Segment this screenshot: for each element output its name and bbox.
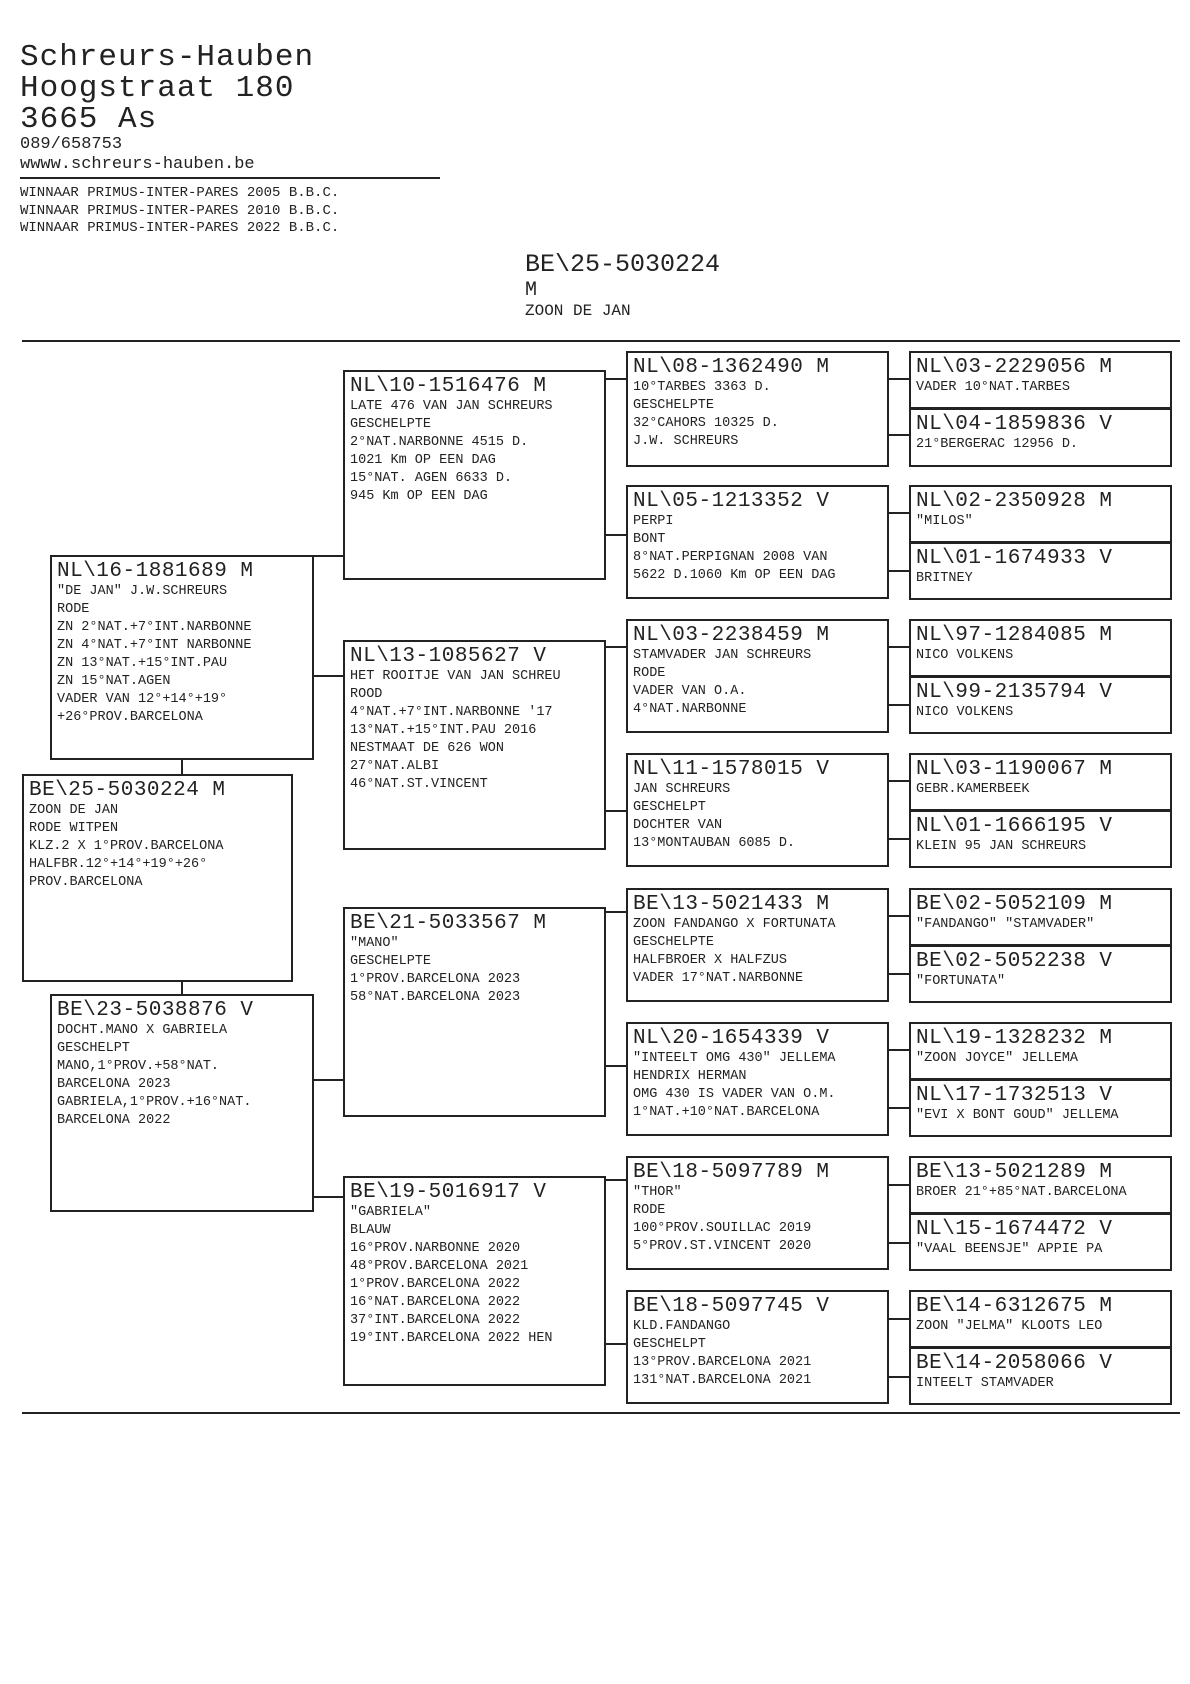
info-line: "DE JAN" J.W.SCHREURS (57, 584, 228, 599)
info-line: VADER VAN O.A. (633, 684, 747, 699)
info-line: GEBR.KAMERBEEK (916, 782, 1030, 797)
pedigree-card-ds (343, 907, 606, 1117)
info-line: "GABRIELA" (350, 1205, 432, 1220)
info-line: BARCELONA 2023 (57, 1077, 171, 1092)
breeder-name: Schreurs-Hauben (20, 40, 315, 75)
pedigree-card-g4-11 (909, 1079, 1172, 1137)
breeder-phone: 089/658753 (20, 135, 123, 154)
info-line: J.W. SCHREURS (633, 434, 739, 449)
connector (604, 1343, 626, 1345)
info-line: 4°NAT.+7°INT.NARBONNE '17 (350, 705, 553, 720)
ring-number: NL\02-2350928 M (916, 490, 1113, 513)
top-rule (22, 340, 1180, 342)
subject-heading (525, 250, 720, 320)
breeder-street: Hoogstraat 180 (20, 71, 295, 106)
info-line: 8°NAT.PERPIGNAN 2008 VAN (633, 550, 828, 565)
info-line: GESCHELPT (57, 1041, 130, 1056)
info-line: ZOON FANDANGO X FORTUNATA (633, 917, 836, 932)
connector (887, 1318, 909, 1320)
pedigree-card-g3-3 (626, 753, 889, 867)
ring-number: BE\14-2058066 V (916, 1352, 1113, 1375)
bottom-rule (22, 1412, 1180, 1414)
info-line: 10°TARBES 3363 D. (633, 380, 771, 395)
info-line: 5°PROV.ST.VINCENT 2020 (633, 1239, 812, 1254)
ring-number: BE\02-5052238 V (916, 950, 1113, 973)
connector (887, 512, 909, 514)
pedigree-card-g4-3 (909, 542, 1172, 600)
info-line: ZN 4°NAT.+7°INT NARBONNE (57, 638, 252, 653)
info-line: ZN 2°NAT.+7°INT.NARBONNE (57, 620, 252, 635)
connector (604, 911, 626, 913)
ring-number: BE\21-5033567 M (350, 912, 547, 935)
connector (312, 1196, 343, 1198)
ring-number: BE\18-5097745 V (633, 1295, 830, 1318)
info-line: GESCHELPTE (350, 417, 432, 432)
info-line: NICO VOLKENS (916, 648, 1014, 663)
pedigree-card-dam (50, 994, 314, 1212)
connector (887, 1242, 909, 1244)
connector (604, 1065, 626, 1067)
connector (604, 1179, 626, 1181)
info-line: LATE 476 VAN JAN SCHREURS (350, 399, 553, 414)
info-line: ZOON DE JAN (29, 803, 119, 818)
info-line: KLEIN 95 JAN SCHREURS (916, 839, 1087, 854)
info-line: HALFBROER X HALFZUS (633, 953, 787, 968)
connector (312, 555, 343, 557)
info-line: "MILOS" (916, 514, 973, 529)
connector (887, 434, 909, 436)
info-line: KLZ.2 X 1°PROV.BARCELONA (29, 839, 224, 854)
info-line: DOCHT.MANO X GABRIELA (57, 1023, 228, 1038)
ring-number: NL\04-1859836 V (916, 413, 1113, 436)
pedigree-card-g3-1 (626, 485, 889, 599)
info-line: RODE (633, 666, 666, 681)
ring-number: BE\14-6312675 M (916, 1295, 1113, 1318)
info-line: "VAAL BEENSJE" APPIE PA (916, 1242, 1103, 1257)
pedigree-card-g4-8 (909, 888, 1172, 946)
info-line: 945 Km OP EEN DAG (350, 489, 488, 504)
info-line: "EVI X BONT GOUD" JELLEMA (916, 1108, 1119, 1123)
awards-list (20, 185, 339, 238)
info-line: NESTMAAT DE 626 WON (350, 741, 504, 756)
info-line: GESCHELPT (633, 1337, 706, 1352)
connector (312, 1079, 343, 1081)
ring-number: NL\16-1881689 M (57, 560, 254, 583)
info-line: 5622 D.1060 Km OP EEN DAG (633, 568, 836, 583)
info-line: GESCHELPTE (633, 935, 715, 950)
connector (887, 646, 909, 648)
info-line: BONT (633, 532, 666, 547)
connector (887, 1049, 909, 1051)
info-line: 13°MONTAUBAN 6085 D. (633, 836, 796, 851)
subject-note: ZOON DE JAN (525, 302, 631, 320)
ring-number: NL\03-2229056 M (916, 356, 1113, 379)
info-line: "ZOON JOYCE" JELLEMA (916, 1051, 1079, 1066)
award-line: WINNAAR PRIMUS-INTER-PARES 2010 B.B.C. (20, 202, 340, 219)
pedigree-card-g4-13 (909, 1213, 1172, 1271)
connector (887, 570, 909, 572)
info-line: ROOD (350, 687, 383, 702)
ring-number: BE\23-5038876 V (57, 999, 254, 1022)
pedigree-card-g4-2 (909, 485, 1172, 543)
ring-number: NL\10-1516476 M (350, 375, 547, 398)
connector (604, 534, 626, 536)
ring-number: NL\03-2238459 M (633, 624, 830, 647)
info-line: BROER 21°+85°NAT.BARCELONA (916, 1185, 1127, 1200)
ring-number: NL\13-1085627 V (350, 645, 547, 668)
connector (604, 646, 626, 648)
pedigree-card-g3-2 (626, 619, 889, 733)
breeder-header (20, 42, 314, 175)
pedigree-card-g4-14 (909, 1290, 1172, 1348)
info-line: 19°INT.BARCELONA 2022 HEN (350, 1331, 553, 1346)
info-line: PROV.BARCELONA (29, 875, 143, 890)
ring-number: NL\97-1284085 M (916, 624, 1113, 647)
info-line: 48°PROV.BARCELONA 2021 (350, 1259, 529, 1274)
ring-number: BE\25-5030224 M (29, 779, 226, 802)
connector (312, 675, 343, 677)
info-line: GESCHELPTE (350, 954, 432, 969)
info-line: 100°PROV.SOUILLAC 2019 (633, 1221, 812, 1236)
pedigree-card-g3-6 (626, 1156, 889, 1270)
pedigree-card-g4-4 (909, 619, 1172, 677)
ring-number: NL\08-1362490 M (633, 356, 830, 379)
connector (887, 378, 909, 380)
connector (181, 758, 183, 774)
ring-number: NL\99-2135794 V (916, 681, 1113, 704)
connector (887, 1107, 909, 1109)
info-line: 1°NAT.+10°NAT.BARCELONA (633, 1105, 820, 1120)
info-line: JAN SCHREURS (633, 782, 731, 797)
info-line: RODE WITPEN (29, 821, 119, 836)
info-line: 4°NAT.NARBONNE (633, 702, 747, 717)
info-line: 2°NAT.NARBONNE 4515 D. (350, 435, 529, 450)
ring-number: BE\13-5021289 M (916, 1161, 1113, 1184)
pedigree-card-ss (343, 370, 606, 580)
header-divider (20, 177, 440, 179)
info-line: INTEELT STAMVADER (916, 1376, 1054, 1391)
info-line: "MANO" (350, 936, 399, 951)
pedigree-card-g4-0 (909, 351, 1172, 409)
info-line: "INTEELT OMG 430" JELLEMA (633, 1051, 836, 1066)
info-line: VADER VAN 12°+14°+19° (57, 692, 228, 707)
info-line: +26°PROV.BARCELONA (57, 710, 203, 725)
info-line: 1°PROV.BARCELONA 2023 (350, 972, 521, 987)
info-line: "FANDANGO" "STAMVADER" (916, 917, 1095, 932)
ring-number: NL\17-1732513 V (916, 1084, 1113, 1107)
ring-number: BE\13-5021433 M (633, 893, 830, 916)
subject-ring: BE\25-5030224 (525, 250, 721, 279)
connector (887, 1184, 909, 1186)
info-line: BLAUW (350, 1223, 391, 1238)
subject-sex: M (525, 279, 538, 302)
connector (887, 915, 909, 917)
ring-number: NL\01-1666195 V (916, 815, 1113, 838)
info-line: 131°NAT.BARCELONA 2021 (633, 1373, 812, 1388)
info-line: 21°BERGERAC 12956 D. (916, 437, 1079, 452)
info-line: 1°PROV.BARCELONA 2022 (350, 1277, 521, 1292)
info-line: STAMVADER JAN SCHREURS (633, 648, 812, 663)
breeder-website: wwww.schreurs-hauben.be (20, 155, 255, 174)
info-line: ZN 15°NAT.AGEN (57, 674, 171, 689)
connector (887, 704, 909, 706)
connector (887, 838, 909, 840)
info-line: 27°NAT.ALBI (350, 759, 440, 774)
pedigree-card-g4-6 (909, 753, 1172, 811)
ring-number: NL\19-1328232 M (916, 1027, 1113, 1050)
info-line: NICO VOLKENS (916, 705, 1014, 720)
ring-number: BE\19-5016917 V (350, 1181, 547, 1204)
ring-number: NL\03-1190067 M (916, 758, 1113, 781)
pedigree-card-g4-12 (909, 1156, 1172, 1214)
info-line: HENDRIX HERMAN (633, 1069, 747, 1084)
info-line: 58°NAT.BARCELONA 2023 (350, 990, 521, 1005)
info-line: OMG 430 IS VADER VAN O.M. (633, 1087, 836, 1102)
info-line: KLD.FANDANGO (633, 1319, 731, 1334)
pedigree-card-g3-7 (626, 1290, 889, 1404)
info-line: 13°NAT.+15°INT.PAU 2016 (350, 723, 537, 738)
info-line: 16°NAT.BARCELONA 2022 (350, 1295, 521, 1310)
info-line: 15°NAT. AGEN 6633 D. (350, 471, 513, 486)
pedigree-card-g3-4 (626, 888, 889, 1002)
breeder-city: 3665 As (20, 102, 158, 137)
info-line: ZN 13°NAT.+15°INT.PAU (57, 656, 228, 671)
ring-number: NL\20-1654339 V (633, 1027, 830, 1050)
info-line: BRITNEY (916, 571, 973, 586)
info-line: RODE (633, 1203, 666, 1218)
pedigree-card-dd (343, 1176, 606, 1386)
info-line: HET ROOITJE VAN JAN SCHREU (350, 669, 561, 684)
ring-number: NL\01-1674933 V (916, 547, 1113, 570)
pedigree-card-sire (50, 555, 314, 760)
info-line: "FORTUNATA" (916, 974, 1006, 989)
info-line: 37°INT.BARCELONA 2022 (350, 1313, 521, 1328)
pedigree-card-g4-15 (909, 1347, 1172, 1405)
pedigree-card-self (22, 774, 293, 982)
ring-number: NL\15-1674472 V (916, 1218, 1113, 1241)
info-line: 32°CAHORS 10325 D. (633, 416, 779, 431)
ring-number: NL\05-1213352 V (633, 490, 830, 513)
pedigree-card-g4-5 (909, 676, 1172, 734)
info-line: 1021 Km OP EEN DAG (350, 453, 496, 468)
info-line: DOCHTER VAN (633, 818, 723, 833)
info-line: GESCHELPT (633, 800, 706, 815)
award-line: WINNAAR PRIMUS-INTER-PARES 2005 B.B.C. (20, 185, 340, 201)
info-line: PERPI (633, 514, 674, 529)
info-line: VADER 17°NAT.NARBONNE (633, 971, 804, 986)
pedigree-card-g3-5 (626, 1022, 889, 1136)
info-line: BARCELONA 2022 (57, 1113, 171, 1128)
connector (887, 780, 909, 782)
pedigree-card-sd (343, 640, 606, 850)
info-line: 16°PROV.NARBONNE 2020 (350, 1241, 521, 1256)
info-line: "THOR" (633, 1185, 682, 1200)
ring-number: BE\18-5097789 M (633, 1161, 830, 1184)
award-line: WINNAAR PRIMUS-INTER-PARES 2022 B.B.C. (20, 220, 340, 236)
info-line: VADER 10°NAT.TARBES (916, 380, 1070, 395)
pedigree-card-g4-1 (909, 408, 1172, 467)
info-line: MANO,1°PROV.+58°NAT. (57, 1059, 220, 1074)
info-line: 46°NAT.ST.VINCENT (350, 777, 488, 792)
info-line: 13°PROV.BARCELONA 2021 (633, 1355, 812, 1370)
ring-number: BE\02-5052109 M (916, 893, 1113, 916)
connector (604, 810, 626, 812)
connector (887, 973, 909, 975)
connector (604, 378, 626, 380)
info-line: HALFBR.12°+14°+19°+26° (29, 857, 208, 872)
pedigree-card-g4-9 (909, 945, 1172, 1003)
info-line: ZOON "JELMA" KLOOTS LEO (916, 1319, 1103, 1334)
pedigree-card-g4-10 (909, 1022, 1172, 1080)
ring-number: NL\11-1578015 V (633, 758, 830, 781)
connector (887, 1376, 909, 1378)
pedigree-card-g4-7 (909, 810, 1172, 868)
info-line: RODE (57, 602, 90, 617)
info-line: GABRIELA,1°PROV.+16°NAT. (57, 1095, 252, 1110)
info-line: GESCHELPTE (633, 398, 715, 413)
pedigree-card-g3-0 (626, 351, 889, 467)
connector (181, 982, 183, 994)
